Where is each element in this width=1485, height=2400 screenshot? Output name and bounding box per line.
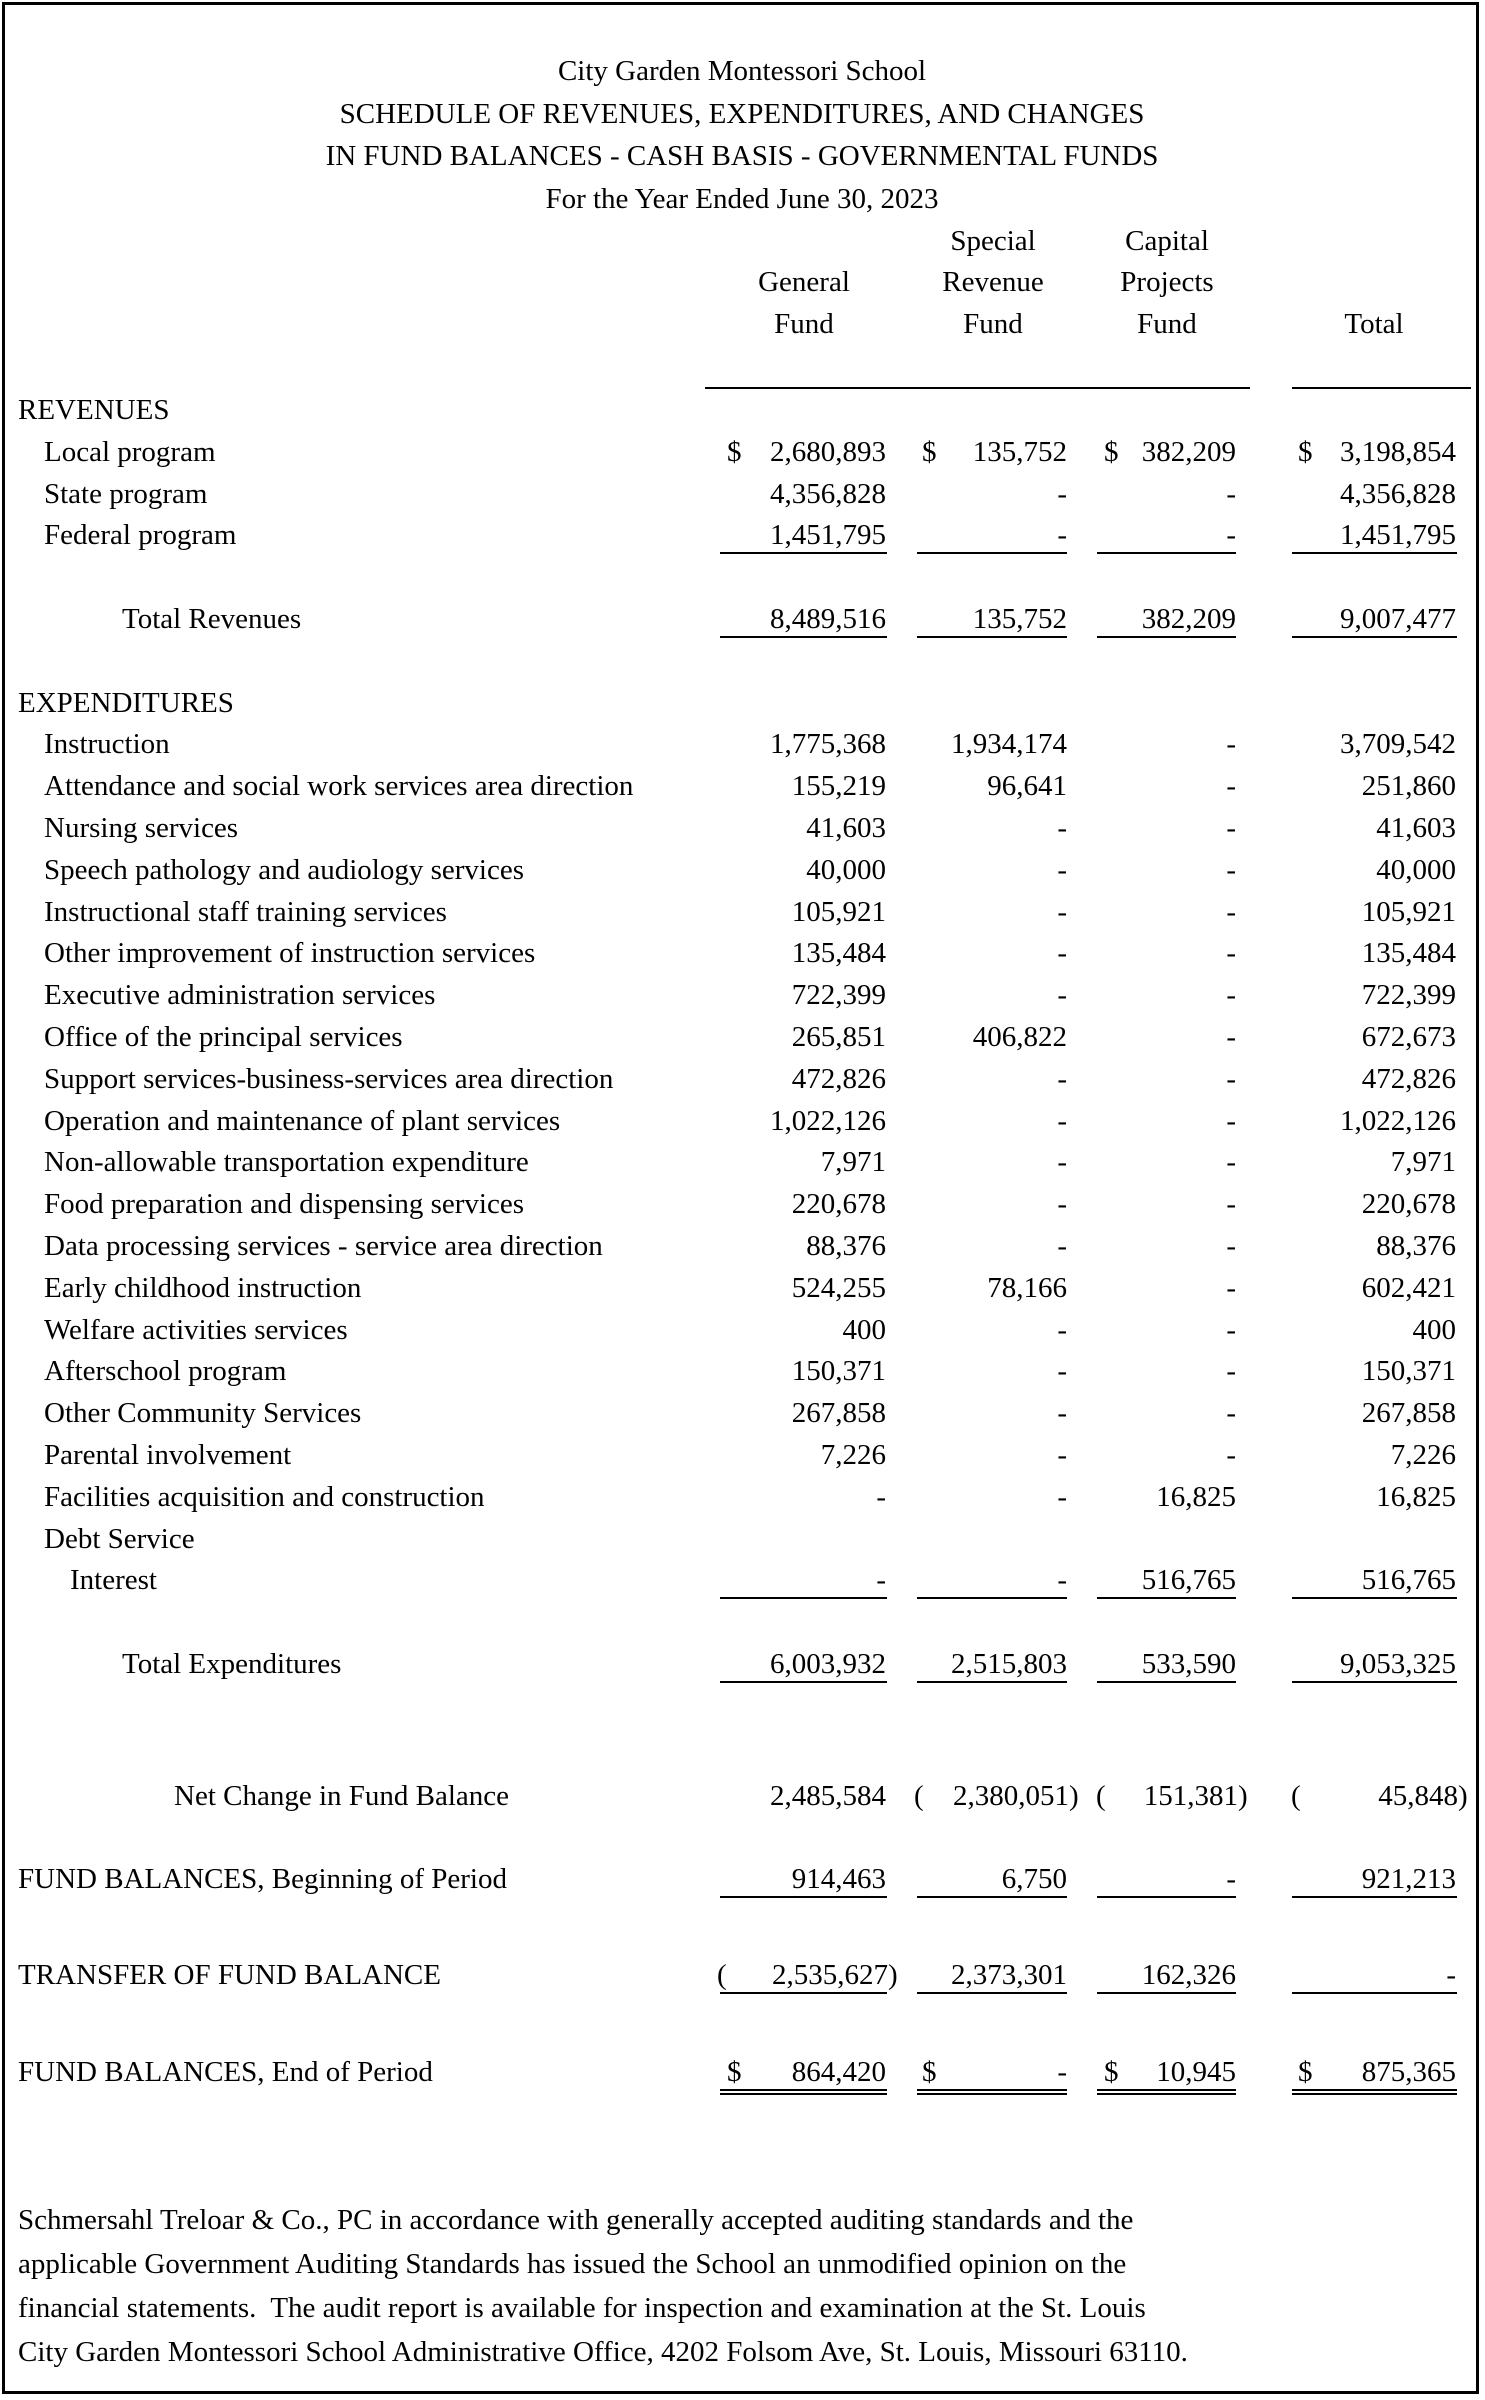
amount-cell: 472,826 <box>1361 1062 1456 1095</box>
amount-cell: 16,825 <box>1156 1480 1236 1513</box>
amount-cell: 105,921 <box>1361 895 1456 928</box>
amount-cell: 41,603 <box>806 812 886 844</box>
amount-cell: 533,590 <box>1141 1648 1236 1680</box>
amount-cell: 220,678 <box>1361 1188 1456 1221</box>
amount-cell: - <box>1057 1188 1067 1221</box>
total-rule <box>917 1992 1067 1994</box>
section-heading: EXPENDITURES <box>18 686 234 719</box>
negative-open-paren: ( <box>914 1779 924 1812</box>
row-label: Interest <box>70 1564 157 1597</box>
row-label: Instructional staff training services <box>44 895 447 928</box>
footer-line-4: City Garden Montessori School Administrative Office, 4202 Folsom Ave, St. Louis, Missouri 63110. <box>18 2336 1188 2368</box>
footer-line-3: financial statements. The audit report is available for inspection and examination at the St. Louis <box>18 2292 1146 2324</box>
amount-cell: - <box>1057 477 1067 510</box>
schedule-subtitle: IN FUND BALANCES - CASH BASIS - GOVERNMENTAL FUNDS <box>325 140 1159 172</box>
footer-line-2: applicable Government Auditing Standards has issued the School an unmodified opinion on the <box>18 2248 1127 2280</box>
grand-total-double-rule <box>1097 2089 1236 2095</box>
column-header-2-line-1: Special <box>950 224 1036 257</box>
row-label: Attendance and social work services area direction <box>44 770 634 803</box>
amount-cell: 1,451,795 <box>770 519 886 552</box>
amount-cell: 875,365 <box>1361 2055 1456 2088</box>
amount-cell: - <box>1226 853 1236 886</box>
amount-cell: - <box>1057 1480 1067 1513</box>
amount-cell: 2,515,803 <box>951 1648 1067 1680</box>
row-label: Speech pathology and audiology services <box>44 853 524 886</box>
negative-close-paren: ) <box>1458 1779 1468 1812</box>
total-rule <box>720 636 887 638</box>
row-label: Parental involvement <box>44 1439 292 1471</box>
amount-cell: 78,166 <box>987 1271 1067 1304</box>
total-rule <box>1097 1992 1236 1994</box>
row-label: Executive administration services <box>44 979 436 1012</box>
negative-close-paren: ) <box>1238 1779 1248 1812</box>
dollar-sign: $ <box>1298 2055 1313 2088</box>
row-label: FUND BALANCES, End of Period <box>18 2055 433 2088</box>
amount-cell: - <box>1226 979 1236 1012</box>
amount-cell: 400 <box>1412 1313 1456 1346</box>
amount-cell: - <box>1226 728 1236 761</box>
amount-cell: - <box>1226 937 1236 970</box>
amount-cell: - <box>1057 895 1067 928</box>
amount-cell: 382,209 <box>1141 603 1236 635</box>
amount-cell: 472,826 <box>791 1062 886 1095</box>
row-label: Data processing services - service area direction <box>44 1230 603 1262</box>
amount-cell: 516,765 <box>1361 1564 1456 1597</box>
amount-cell: 41,603 <box>1376 812 1456 844</box>
amount-cell: 9,007,477 <box>1340 603 1456 635</box>
amount-cell: 135,752 <box>972 435 1067 468</box>
row-label: Debt Service <box>44 1522 195 1555</box>
row-label: Total Revenues <box>122 603 302 635</box>
dollar-sign: $ <box>1104 435 1119 468</box>
amount-cell: - <box>1226 770 1236 803</box>
amount-cell: 1,934,174 <box>951 728 1067 761</box>
column-header-4-line-1: Total <box>1344 307 1404 340</box>
amount-cell: - <box>1226 812 1236 844</box>
amount-cell: 1,022,126 <box>770 1104 886 1137</box>
total-rule <box>720 1597 887 1599</box>
amount-cell: 516,765 <box>1141 1564 1236 1597</box>
amount-cell: 88,376 <box>1376 1230 1456 1262</box>
row-label: Instruction <box>44 728 170 761</box>
dollar-sign: $ <box>1104 2055 1119 2088</box>
amount-cell: 2,380,051 <box>953 1779 1069 1812</box>
amount-cell: 4,356,828 <box>1340 477 1456 510</box>
amount-cell: 220,678 <box>791 1188 886 1221</box>
amount-cell: - <box>876 1564 886 1597</box>
total-rule <box>1097 552 1236 554</box>
total-rule <box>1097 1681 1236 1683</box>
total-rule <box>1292 636 1457 638</box>
amount-cell: - <box>1057 2055 1067 2088</box>
amount-cell: - <box>1057 519 1067 552</box>
amount-cell: 150,371 <box>791 1355 886 1388</box>
total-rule <box>917 1681 1067 1683</box>
amount-cell: - <box>1226 1397 1236 1430</box>
row-label: Net Change in Fund Balance <box>174 1779 510 1812</box>
amount-cell: - <box>1226 1355 1236 1388</box>
amount-cell: 265,851 <box>791 1021 886 1053</box>
row-label: Facilities acquisition and construction <box>44 1480 485 1513</box>
section-heading: REVENUES <box>18 394 170 426</box>
header-rule-total <box>1292 387 1471 389</box>
amount-cell: 96,641 <box>987 770 1067 803</box>
amount-cell: - <box>1057 1355 1067 1388</box>
amount-cell: 602,421 <box>1361 1271 1456 1304</box>
negative-close-paren: ) <box>888 1959 898 1992</box>
amount-cell: - <box>1226 1313 1236 1346</box>
amount-cell: 3,709,542 <box>1340 728 1456 761</box>
grand-total-double-rule <box>1292 2089 1457 2095</box>
amount-cell: - <box>1226 1021 1236 1053</box>
negative-open-paren: ( <box>717 1959 727 1992</box>
row-label: Other Community Services <box>44 1397 362 1430</box>
total-rule <box>1292 1681 1457 1683</box>
dollar-sign: $ <box>1298 435 1313 468</box>
row-label: Support services-business-services area direction <box>44 1062 614 1095</box>
amount-cell: - <box>1226 895 1236 928</box>
amount-cell: 914,463 <box>791 1863 886 1896</box>
amount-cell: 2,535,627 <box>772 1959 888 1992</box>
total-rule <box>917 1597 1067 1599</box>
dollar-sign: $ <box>922 435 937 468</box>
row-label: Early childhood instruction <box>44 1271 362 1304</box>
amount-cell: 524,255 <box>791 1271 886 1304</box>
negative-open-paren: ( <box>1291 1779 1301 1812</box>
amount-cell: 7,226 <box>1390 1439 1456 1471</box>
amount-cell: - <box>1226 477 1236 510</box>
amount-cell: 406,822 <box>972 1021 1067 1053</box>
amount-cell: 151,381 <box>1143 1779 1238 1812</box>
amount-cell: 382,209 <box>1141 435 1236 468</box>
amount-cell: 7,226 <box>820 1439 886 1471</box>
amount-cell: - <box>1057 812 1067 844</box>
amount-cell: - <box>1226 1146 1236 1179</box>
total-rule <box>1097 1896 1236 1898</box>
column-header-3-line-3: Fund <box>1137 307 1197 340</box>
amount-cell: 2,680,893 <box>770 435 886 468</box>
total-rule <box>720 1896 887 1898</box>
amount-cell: - <box>1057 1104 1067 1137</box>
row-label: Office of the principal services <box>44 1021 403 1053</box>
amount-cell: 150,371 <box>1361 1355 1456 1388</box>
total-rule <box>1292 1992 1457 1994</box>
amount-cell: - <box>1057 1313 1067 1346</box>
amount-cell: - <box>1226 1439 1236 1471</box>
total-rule <box>720 552 887 554</box>
amount-cell: 10,945 <box>1156 2055 1236 2088</box>
row-label: Federal program <box>44 519 237 552</box>
header-rule-funds <box>705 387 1250 389</box>
dollar-sign: $ <box>727 435 742 468</box>
negative-open-paren: ( <box>1096 1779 1106 1812</box>
amount-cell: - <box>1446 1959 1456 1992</box>
schedule-title: SCHEDULE OF REVENUES, EXPENDITURES, AND CHANGES <box>339 98 1145 130</box>
amount-cell: 1,022,126 <box>1340 1104 1456 1137</box>
amount-cell: - <box>1226 1271 1236 1304</box>
amount-cell: 1,451,795 <box>1340 519 1456 552</box>
amount-cell: 135,484 <box>791 937 886 970</box>
amount-cell: - <box>1057 853 1067 886</box>
total-rule <box>917 1896 1067 1898</box>
column-header-1-line-1: General <box>758 266 850 298</box>
row-label: Other improvement of instruction services <box>44 937 536 970</box>
amount-cell: - <box>1226 1230 1236 1262</box>
amount-cell: 135,484 <box>1361 937 1456 970</box>
amount-cell: - <box>1057 937 1067 970</box>
total-rule <box>1292 552 1457 554</box>
amount-cell: 251,860 <box>1361 770 1456 803</box>
row-label: Local program <box>44 435 216 468</box>
amount-cell: - <box>1226 1188 1236 1221</box>
total-rule <box>720 1681 887 1683</box>
column-header-3-line-1: Capital <box>1125 224 1209 257</box>
row-label: Nursing services <box>44 812 239 844</box>
amount-cell: 162,326 <box>1141 1959 1236 1992</box>
total-rule <box>720 1992 887 1994</box>
row-label: State program <box>44 477 208 510</box>
column-header-2-line-3: Fund <box>963 307 1023 340</box>
row-label: Total Expenditures <box>122 1648 342 1680</box>
grand-total-double-rule <box>917 2089 1067 2095</box>
amount-cell: 2,485,584 <box>770 1779 886 1812</box>
amount-cell: - <box>1057 1230 1067 1262</box>
dollar-sign: $ <box>922 2055 937 2088</box>
amount-cell: - <box>1057 1564 1067 1597</box>
amount-cell: 864,420 <box>791 2055 886 2088</box>
grand-total-double-rule <box>720 2089 887 2095</box>
row-label: Operation and maintenance of plant services <box>44 1104 561 1137</box>
footer-line-1: Schmersahl Treloar & Co., PC in accordance with generally accepted auditing standards and the <box>18 2204 1134 2236</box>
amount-cell: 921,213 <box>1361 1863 1456 1896</box>
amount-cell: 40,000 <box>1376 853 1456 886</box>
dollar-sign: $ <box>727 2055 742 2088</box>
amount-cell: 6,003,932 <box>770 1648 886 1680</box>
amount-cell: 1,775,368 <box>770 728 886 761</box>
amount-cell: 400 <box>842 1313 886 1346</box>
amount-cell: 155,219 <box>791 770 886 803</box>
amount-cell: 45,848 <box>1378 1779 1458 1812</box>
amount-cell: - <box>1057 979 1067 1012</box>
amount-cell: 4,356,828 <box>770 477 886 510</box>
amount-cell: 9,053,325 <box>1340 1648 1456 1680</box>
row-label: Food preparation and dispensing services <box>44 1188 525 1221</box>
period-line: For the Year Ended June 30, 2023 <box>545 183 939 215</box>
amount-cell: - <box>1226 1863 1236 1896</box>
total-rule <box>1097 636 1236 638</box>
amount-cell: 3,198,854 <box>1340 435 1456 468</box>
amount-cell: - <box>1057 1062 1067 1095</box>
amount-cell: 88,376 <box>806 1230 886 1262</box>
total-rule <box>917 636 1067 638</box>
amount-cell: 2,373,301 <box>951 1959 1067 1992</box>
amount-cell: 7,971 <box>820 1146 886 1179</box>
total-rule <box>917 552 1067 554</box>
row-label: FUND BALANCES, Beginning of Period <box>18 1863 507 1896</box>
amount-cell: - <box>876 1480 886 1513</box>
amount-cell: 267,858 <box>1361 1397 1456 1430</box>
row-label: TRANSFER OF FUND BALANCE <box>18 1959 441 1992</box>
negative-close-paren: ) <box>1069 1779 1079 1812</box>
amount-cell: 672,673 <box>1361 1021 1456 1053</box>
row-label: Afterschool program <box>44 1355 287 1388</box>
school-name: City Garden Montessori School <box>557 55 927 87</box>
column-header-2-line-2: Revenue <box>942 266 1044 298</box>
amount-cell: 722,399 <box>791 979 886 1012</box>
amount-cell: 135,752 <box>972 603 1067 635</box>
amount-cell: 7,971 <box>1390 1146 1456 1179</box>
amount-cell: - <box>1057 1439 1067 1471</box>
row-label: Welfare activities services <box>44 1313 348 1346</box>
amount-cell: 40,000 <box>806 853 886 886</box>
amount-cell: - <box>1226 519 1236 552</box>
amount-cell: - <box>1226 1104 1236 1137</box>
amount-cell: 267,858 <box>791 1397 886 1430</box>
amount-cell: 722,399 <box>1361 979 1456 1012</box>
amount-cell: - <box>1057 1397 1067 1430</box>
row-label: Non-allowable transportation expenditure <box>44 1146 529 1179</box>
total-rule <box>1292 1597 1457 1599</box>
column-header-3-line-2: Projects <box>1120 266 1214 298</box>
amount-cell: - <box>1226 1062 1236 1095</box>
amount-cell: 105,921 <box>791 895 886 928</box>
amount-cell: 16,825 <box>1376 1480 1456 1513</box>
total-rule <box>1292 1896 1457 1898</box>
amount-cell: - <box>1057 1146 1067 1179</box>
total-rule <box>1097 1597 1236 1599</box>
amount-cell: 8,489,516 <box>770 603 886 635</box>
amount-cell: 6,750 <box>1001 1863 1067 1896</box>
column-header-1-line-2: Fund <box>774 307 834 340</box>
